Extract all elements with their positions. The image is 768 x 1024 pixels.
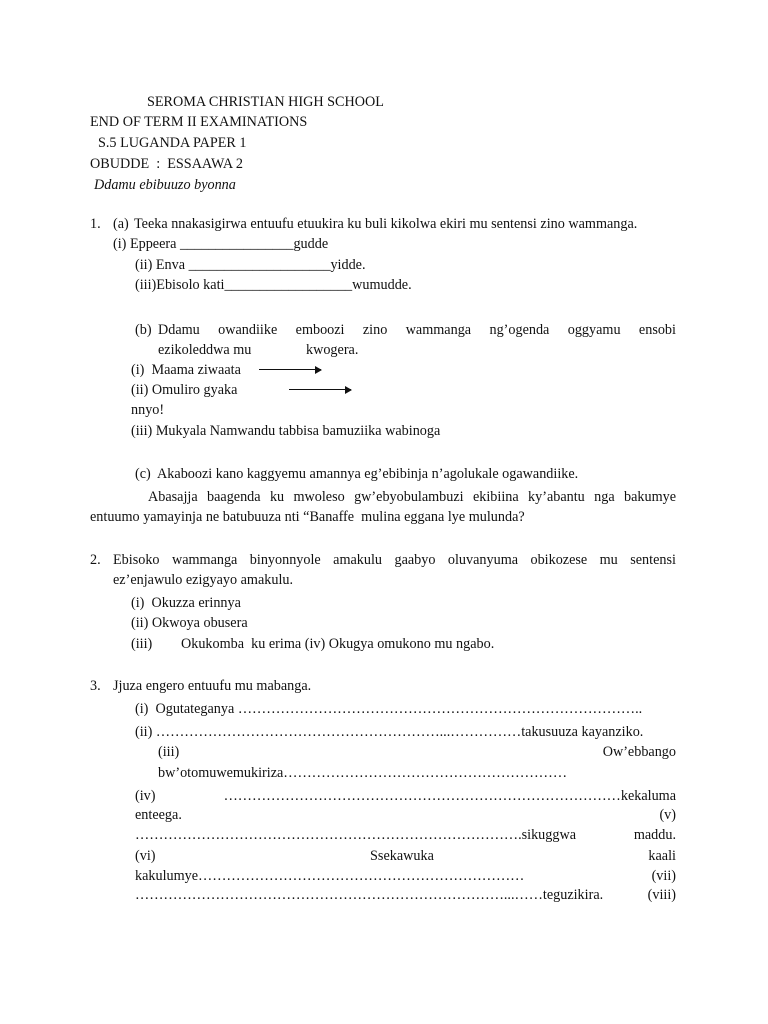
q1b-item-1: (i) Maama ziwaata [131, 362, 241, 378]
q3-line-7: ……………………………………………………………………….sikuggwa maddu. [135, 827, 676, 843]
q1c-passage-line2: entuumo yamayinja ne batubuuza nti “Banaffe mulina eggana lye mulunda? [90, 509, 525, 525]
exam-title: END OF TERM II EXAMINATIONS [90, 114, 308, 130]
q1a-item-2: (ii) Enva ____________________yidde. [135, 257, 366, 273]
q2-instruction: Ebisoko wammanga binyonnyole amakulu gaabyo oluvanyuma obikozese mu sentensi [113, 552, 676, 568]
q3-line-2: (ii) ……………………………………………………...……………takusuuza kayanziko. [135, 724, 644, 740]
arrow-right-icon [259, 369, 321, 370]
q3-line-5: (iv) …………………………………………………………………………kekaluma [135, 788, 676, 804]
q1b-item-3: (iii) Mukyala Namwandu tabbisa bamuziika wabinoga [131, 423, 441, 439]
q1a-item-1: (i) Eppeera ________________gudde [113, 236, 329, 252]
q3-line-4: bw’otomuwemukiriza…………………………………………………… [158, 765, 568, 781]
q3-line-3: (iii) Ow’ebbango [158, 744, 676, 760]
q3-line-9: kakulumye…………………………………………………………… (vii) [135, 868, 676, 884]
q3-line-6: enteega. (v) [135, 807, 676, 823]
q3-line-10: ……………………………………………………………………...……teguzikira. (viii) [135, 887, 676, 903]
q2-item-3: Okukomba ku erima (iv) Okugya omukono mu ngabo. [181, 636, 495, 652]
school-name: SEROMA CHRISTIAN HIGH SCHOOL [147, 94, 384, 110]
q1-number: 1. [90, 216, 101, 232]
exam-duration: OBUDDE : ESSAAWA 2 [90, 156, 243, 172]
general-instruction: Ddamu ebibuuzo byonna [94, 177, 236, 193]
q1c-instruction: (c) Akaboozi kano kaggyemu amannya eg’ebibinja n’agolukale ogawandiike. [135, 466, 579, 482]
q1c-passage-line1: Abasajja baagenda ku mwoleso gw’ebyobulambuzi ekibiina ky’abantu nga bakumye [148, 489, 676, 505]
q3-line-1: (i) Ogutateganya ………………………………………………………………………….. [135, 701, 643, 717]
q1b-item-2-cont: nnyo! [131, 402, 165, 418]
q3-line-8: (vi) Ssekawuka kaali [135, 848, 676, 864]
q2-instruction-line2: ez’enjawulo ezigyayo amakulu. [113, 572, 294, 588]
q3-number: 3. [90, 678, 101, 694]
q2-item-3-label: (iii) [131, 636, 153, 652]
q2-item-1: (i) Okuzza erinnya [131, 595, 241, 611]
q1b-instruction-line2b: kwogera. [306, 342, 359, 358]
q1a-text: Teeka nnakasigirwa entuufu etuukira ku buli kikolwa ekiri mu sentensi zino wammanga. [134, 216, 638, 232]
q3-instruction: Jjuza engero entuufu mu mabanga. [113, 678, 312, 694]
q2-number: 2. [90, 552, 101, 568]
paper-title: S.5 LUGANDA PAPER 1 [98, 135, 247, 151]
q1b-label: (b) [135, 322, 152, 338]
q1b-instruction: Ddamu owandiike emboozi zino wammanga ng’ogenda oggyamu ensobi [158, 322, 676, 338]
q2-item-2: (ii) Okwoya obusera [131, 615, 248, 631]
arrow-right-icon [289, 389, 351, 390]
q1b-item-2: (ii) Omuliro gyaka [131, 382, 238, 398]
q1b-instruction-line2a: ezikoleddwa mu [158, 342, 252, 358]
q1a-item-3: (iii)Ebisolo kati__________________wumudde. [135, 277, 412, 293]
q1a-label: (a) [113, 216, 129, 232]
